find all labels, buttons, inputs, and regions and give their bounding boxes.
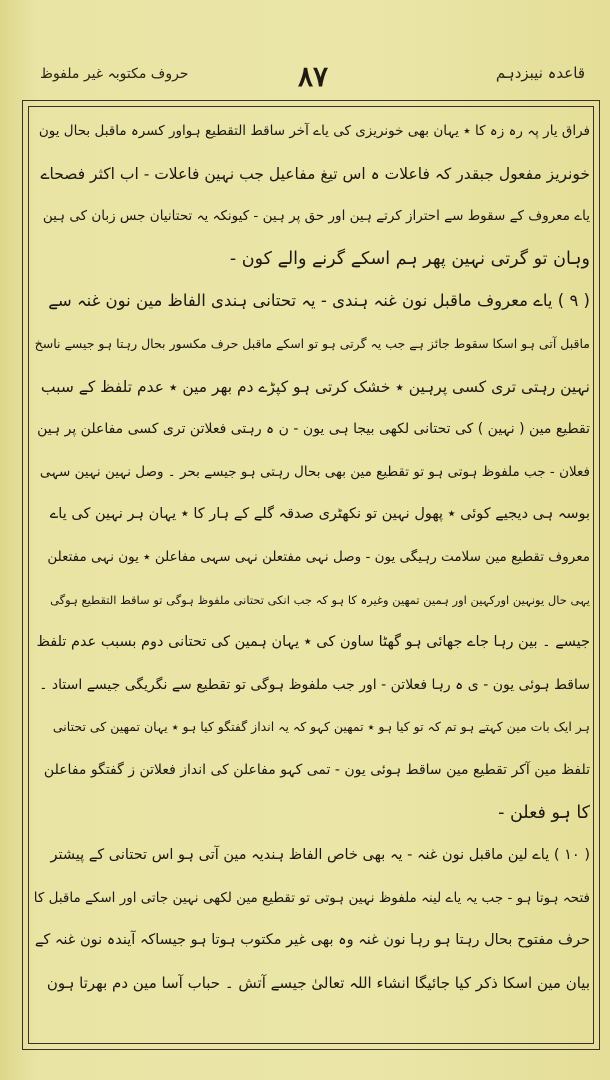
text-line: فراق یار پہ رہ زہ کا ٭ یہان بھی خونریزی کی یاے آخر ساقط التقطیع ہواور کسرہ ماقبل بحال یون	[38, 123, 590, 139]
text-line: وہان تو گرتی نہین پھر ہم اسکے گرنے والے کون -	[229, 248, 590, 269]
text-line: نہین رہتی تری کسی پرہین ٭ خشک کرتی ہو کپڑے دم بھر مین ٭ عدم تلفظ کے سبب	[40, 377, 590, 396]
text-line: یہی حال یونہین اورکہین اور ہمین تمھین وغیرہ کا ہو کہ جب انکی تحتانی ملفوظ ہوگی تو ساقط التقطیع ہوگی	[50, 592, 590, 607]
text-line: تقطیع مین ( نہین ) کی تحتانی لکھی بیجا ہی یون - ن ہ رہتی فعلاتن تری کسی مفاعلن پر ہین	[37, 421, 590, 438]
text-line: خونریز مفعول جبقدر کہ فاعلات ہ اس تیغ مفاعیل جب نہین فاعلات - اب اکثر فصحاے	[40, 164, 590, 183]
running-title-right: قاعدہ نیبزدہم	[495, 64, 585, 82]
page-header	[40, 60, 585, 100]
text-line: معروف تقطیع مین سلامت رہیگی یون - وصل نہی مفتعلن نہی سہی مفاعلن ٭ یون نہی مفتعلن	[47, 548, 590, 565]
text-line: بیان مین اسکا ذکر کیا جائیگا انشاء اللہ تعالیٰ جیسے آتش ۔ حباب آسا مین دم بھرتا ہون	[46, 973, 590, 992]
text-line: ساقط ہوئی یون - ی ہ رہا فعلاتن - اور جب ملفوظ ہوگی تو تقطیع سے نگریگی جیسے استاد ۔	[39, 676, 590, 693]
page-number: ۸۷	[298, 60, 329, 93]
section-10-heading: ( ۱۰ ) یاے لین ماقبل نون غنہ - یہ بھی خاص الفاظ ہندیہ مین آتی ہو اس تحتانی کے پیشتر	[50, 847, 590, 864]
text-line: حرف مفتوح بحال رہتا ہو رہا نون غنہ وہ بھی غیر مکتوب ہوتا ہو جیساکہ آیندہ نون غنہ کے	[34, 932, 590, 949]
text-line: بوسہ ہی دیجیے کوئی ٭ پھول نہین تو نکھٹری صدقہ گلے کے ہار کا ٭ یہان ہر نہین کی یاے	[49, 506, 590, 523]
running-title-left: حروف مکتوبہ غیر ملفوظ	[40, 66, 189, 82]
text-line: فعلان - جب ملفوظ ہوتی ہو تو تقطیع مین بھی بحال رہتی ہو جیسے بحر ۔ وصل نہین نہین سہی	[39, 463, 590, 480]
text-line: ہر ایک بات مین کہتے ہو تم کہ تو کیا ہو ٭ تمھین کہو کہ یہ انداز گفتگو کیا ہو ٭ یہان تمھین کی تحتانی	[52, 719, 590, 735]
text-line: کا ہو فعلن -	[498, 802, 590, 823]
text-line: تلفظ مین آکر تقطیع مین ساقط ہوئی یون - تمی کہو مفاعلن کی انداز فعلاتن ز گفتگو مفاعلن	[43, 761, 590, 778]
text-line: فتحہ ہوتا ہو - جب یہ یاے لینہ ملفوظ نہین ہوتی تو تقطیع مین لکھی نہین جاتی اور اسکے ماقبل کا	[34, 889, 590, 906]
text-line: جیسے ۔ بین رہا جاے جھائی ہو گھٹا ساون کی ٭ یہان ہمین کی تحتانی دوم بسبب عدم تلفظ	[36, 634, 590, 651]
text-body	[34, 110, 590, 1004]
text-line: یاے معروف کے سقوط سے احتراز کرتے ہین اور حق پر ہین - کیونکہ یہ تحتانیان جس زبان کی ہین	[42, 208, 590, 225]
text-line: ماقبل آتی ہو اسکا سقوط جائز ہے جب یہ گرتی ہو تو اسکے ماقبل حرف مکسور بحال رہتا ہو جیسے ناسخ	[34, 335, 590, 351]
section-9-heading: ( ۹ ) یاے معروف ماقبل نون غنہ ہندی - یہ تحتانی ہندی الفاظ مین نون غنہ سے	[48, 291, 590, 311]
